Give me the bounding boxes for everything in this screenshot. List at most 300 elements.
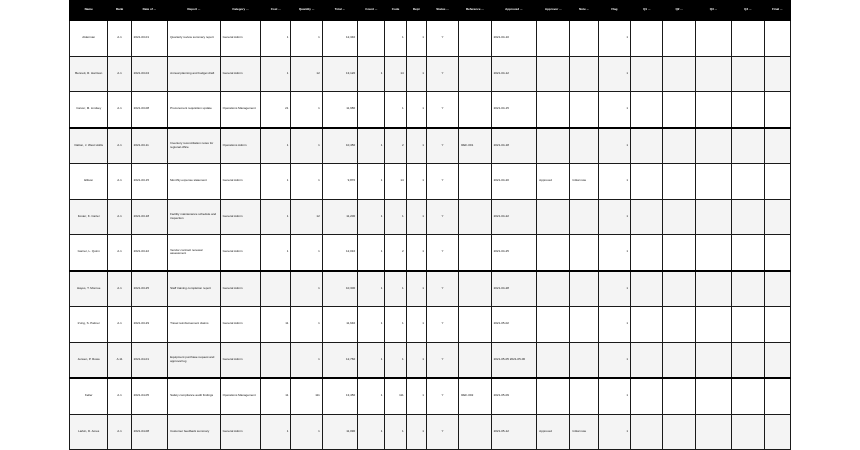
table-cell[interactable]: 1 [358, 342, 385, 378]
table-cell[interactable]: Keller [70, 378, 108, 414]
table-cell[interactable] [695, 307, 731, 343]
table-cell[interactable]: A.1 [108, 414, 131, 450]
table-cell[interactable]: A.1 [108, 20, 131, 56]
table-cell[interactable] [732, 20, 764, 56]
table-cell[interactable]: Y [426, 378, 458, 414]
table-row-larkin[interactable] [70, 414, 791, 450]
column-header[interactable]: Approver ... [537, 1, 570, 21]
table-cell[interactable]: 1 [358, 199, 385, 235]
table-cell[interactable]: 1 [598, 20, 630, 56]
table-cell[interactable]: Y [426, 342, 458, 378]
table-cell[interactable]: 1 [291, 20, 322, 56]
table-cell[interactable] [537, 92, 570, 128]
table-cell[interactable]: 12,340 [322, 20, 357, 56]
table-cell[interactable]: Hayes, T. Monroe [70, 271, 108, 307]
table-cell[interactable]: 1 [291, 414, 322, 450]
table-cell[interactable] [570, 128, 598, 164]
table-cell[interactable] [732, 92, 764, 128]
table-cell[interactable] [732, 378, 764, 414]
table-row-hayes[interactable] [70, 271, 791, 307]
table-cell[interactable]: 1 [261, 20, 291, 56]
table-cell[interactable]: A.1 [108, 307, 131, 343]
table-cell[interactable]: 11,640 [322, 307, 357, 343]
table-cell[interactable] [570, 342, 598, 378]
table-row-bennett[interactable] [70, 56, 791, 92]
table-cell[interactable] [732, 199, 764, 235]
table-cell[interactable] [570, 307, 598, 343]
table-cell[interactable]: 1 [261, 128, 291, 164]
table-cell[interactable] [732, 271, 764, 307]
table-cell[interactable]: Y [426, 92, 458, 128]
table-cell[interactable]: Irving, S. Palmer [70, 307, 108, 343]
table-cell[interactable]: Operations Admin [220, 128, 260, 164]
table-cell[interactable]: Y [426, 307, 458, 343]
table-cell[interactable]: A.1 [108, 164, 131, 200]
table-cell[interactable]: Ellison [70, 164, 108, 200]
column-header[interactable]: Category ... [220, 1, 260, 21]
table-cell[interactable]: 1 [358, 307, 385, 343]
table-cell[interactable] [537, 56, 570, 92]
column-header[interactable]: Status ... [426, 1, 458, 21]
table-cell[interactable]: 13,450 [322, 378, 357, 414]
table-cell[interactable] [732, 164, 764, 200]
table-cell[interactable]: 2 [385, 128, 406, 164]
table-cell[interactable]: 1 [598, 199, 630, 235]
table-row-dalton[interactable] [70, 128, 791, 164]
table-cell[interactable] [570, 199, 598, 235]
table-cell[interactable]: 2021-04-08 [131, 414, 167, 450]
table-cell[interactable] [570, 378, 598, 414]
table-cell[interactable]: 11 [261, 307, 291, 343]
table-cell[interactable] [764, 235, 790, 271]
table-cell[interactable] [764, 92, 790, 128]
table-cell[interactable]: 2021-03-29 [131, 307, 167, 343]
table-cell[interactable]: REF-002 [459, 378, 491, 414]
table-cell[interactable]: 1 [291, 271, 322, 307]
table-cell[interactable] [459, 414, 491, 450]
table-cell[interactable]: 1 [261, 199, 291, 235]
table-cell[interactable] [459, 20, 491, 56]
table-cell[interactable]: 1 [358, 235, 385, 271]
table-cell[interactable]: 2021-04-25 [491, 235, 537, 271]
table-row-ellison[interactable] [70, 164, 791, 200]
table-cell[interactable]: 9,870 [322, 164, 357, 200]
table-cell[interactable] [663, 199, 695, 235]
table-cell[interactable]: 21 [261, 92, 291, 128]
table-cell[interactable]: Bennett, R. Harrison [70, 56, 108, 92]
table-cell[interactable]: 2021-03-15 [131, 164, 167, 200]
column-header[interactable]: Count ... [358, 1, 385, 21]
table-cell[interactable] [764, 414, 790, 450]
data-table [69, 0, 791, 450]
table-cell[interactable] [764, 20, 790, 56]
table-cell[interactable] [663, 235, 695, 271]
table-cell[interactable] [459, 271, 491, 307]
table-cell[interactable] [570, 271, 598, 307]
table-cell[interactable]: Garner, L. Quinn [70, 235, 108, 271]
table-cell[interactable] [695, 378, 731, 414]
table-cell[interactable] [537, 235, 570, 271]
table-cell[interactable]: 1 [598, 56, 630, 92]
table-cell[interactable]: A.11 [108, 342, 131, 378]
table-cell[interactable]: 2021-04-01 [131, 342, 167, 378]
table-cell[interactable]: General Admin [220, 56, 260, 92]
table-cell[interactable] [631, 342, 663, 378]
table-cell[interactable]: 1 [358, 271, 385, 307]
table-cell[interactable]: Initial note [570, 414, 598, 450]
table-cell[interactable]: Equipment purchase request and approval log [168, 342, 221, 378]
table-cell[interactable] [358, 92, 385, 128]
table-cell[interactable]: 2021-04-18 [491, 128, 537, 164]
table-cell[interactable] [695, 414, 731, 450]
table-cell[interactable] [261, 342, 291, 378]
column-header[interactable]: Approved ... [491, 1, 537, 21]
table-cell[interactable]: Operations Management [220, 378, 260, 414]
table-cell[interactable]: A.1 [108, 199, 131, 235]
table-cell[interactable] [537, 20, 570, 56]
table-cell[interactable]: A.1 [108, 378, 131, 414]
column-header[interactable]: Total ... [322, 1, 357, 21]
table-cell[interactable]: Approved [537, 164, 570, 200]
table-cell[interactable] [732, 56, 764, 92]
table-cell[interactable]: 12,010 [322, 235, 357, 271]
table-cell[interactable]: 1 [406, 20, 426, 56]
table-row-carver[interactable] [70, 92, 791, 128]
table-cell[interactable] [459, 307, 491, 343]
table-cell[interactable] [631, 128, 663, 164]
table-cell[interactable] [695, 164, 731, 200]
column-header[interactable]: Date of ... [131, 1, 167, 21]
table-cell[interactable] [764, 378, 790, 414]
table-cell[interactable]: Travel reimbursement claims [168, 307, 221, 343]
table-cell[interactable] [631, 92, 663, 128]
table-cell[interactable] [663, 164, 695, 200]
table-cell[interactable]: 1 [261, 164, 291, 200]
table-row-irving[interactable] [70, 307, 791, 343]
table-cell[interactable]: 1 [291, 128, 322, 164]
table-cell[interactable]: 1 [385, 414, 406, 450]
table-cell[interactable] [663, 20, 695, 56]
table-cell[interactable]: 1 [598, 378, 630, 414]
table-cell[interactable]: 1 [598, 307, 630, 343]
table-cell[interactable]: 1 [598, 235, 630, 271]
table-cell[interactable]: General Admin [220, 307, 260, 343]
table-cell[interactable]: 1 [598, 92, 630, 128]
table-cell[interactable]: Procurement requisition update [168, 92, 221, 128]
table-cell[interactable]: 2021-03-08 [131, 92, 167, 128]
table-cell[interactable]: Inventory reconciliation notes for regional office [168, 128, 221, 164]
table-cell[interactable]: 1 [291, 235, 322, 271]
table-cell[interactable]: 11,090 [322, 414, 357, 450]
table-cell[interactable] [631, 164, 663, 200]
table-cell[interactable]: 1 [598, 164, 630, 200]
table-cell[interactable] [695, 20, 731, 56]
table-cell[interactable]: Y [426, 56, 458, 92]
table-cell[interactable] [537, 199, 570, 235]
table-row-garner[interactable] [70, 235, 791, 271]
table-cell[interactable] [459, 92, 491, 128]
table-cell[interactable]: Operations Management [220, 92, 260, 128]
table-cell[interactable]: 2021-04-10 [491, 20, 537, 56]
table-row-keller[interactable] [70, 378, 791, 414]
table-cell[interactable]: 12 [291, 56, 322, 92]
column-header[interactable]: Final ... [764, 1, 790, 21]
table-cell[interactable]: 2021-05-02 [491, 307, 537, 343]
table-cell[interactable]: 14 [385, 164, 406, 200]
table-cell[interactable]: 2021-05-09 [491, 378, 537, 414]
table-cell[interactable]: 1 [406, 307, 426, 343]
table-cell[interactable]: 1 [291, 307, 322, 343]
table-cell[interactable]: 11,200 [322, 199, 357, 235]
column-header[interactable]: Flag [598, 1, 630, 21]
table-cell[interactable] [459, 342, 491, 378]
table-cell[interactable]: Monthly expense statement [168, 164, 221, 200]
table-cell[interactable]: 2021-04-28 [491, 271, 537, 307]
table-cell[interactable] [570, 20, 598, 56]
table-cell[interactable] [631, 235, 663, 271]
table-cell[interactable]: 1 [598, 342, 630, 378]
table-cell[interactable]: Y [426, 164, 458, 200]
table-cell[interactable]: 1 [406, 56, 426, 92]
table-cell[interactable]: General Admin [220, 342, 260, 378]
table-cell[interactable]: 1 [406, 414, 426, 450]
table-cell[interactable]: 2021-04-22 [491, 199, 537, 235]
table-cell[interactable] [695, 199, 731, 235]
table-cell[interactable]: Safety compliance audit findings [168, 378, 221, 414]
table-cell[interactable]: General Admin [220, 414, 260, 450]
table-cell[interactable] [764, 342, 790, 378]
table-cell[interactable]: Jensen, P. Rowe [70, 342, 108, 378]
table-cell[interactable] [695, 128, 731, 164]
table-cell[interactable]: 1 [358, 378, 385, 414]
table-cell[interactable]: 1 [385, 271, 406, 307]
table-cell[interactable]: 1 [385, 20, 406, 56]
table-cell[interactable]: Approved [537, 414, 570, 450]
table-cell[interactable] [537, 128, 570, 164]
table-cell[interactable]: Quarterly review summary report [168, 20, 221, 56]
table-cell[interactable] [570, 56, 598, 92]
table-cell[interactable] [663, 307, 695, 343]
table-cell[interactable]: Facility maintenance schedule and inspection [168, 199, 221, 235]
table-cell[interactable]: 12 [291, 199, 322, 235]
table-cell[interactable]: Y [426, 20, 458, 56]
table-cell[interactable] [631, 56, 663, 92]
table-cell[interactable]: 2021-04-05 [131, 378, 167, 414]
table-cell[interactable]: 2021-04-20 [491, 164, 537, 200]
table-cell[interactable]: 2021-04-12 [491, 56, 537, 92]
table-cell[interactable] [631, 20, 663, 56]
table-cell[interactable]: 111 [291, 378, 322, 414]
table-cell[interactable] [764, 128, 790, 164]
table-cell[interactable] [764, 56, 790, 92]
table-cell[interactable]: 11 [261, 378, 291, 414]
table-cell[interactable]: 1 [385, 307, 406, 343]
table-cell[interactable] [663, 342, 695, 378]
table-cell[interactable]: Y [426, 235, 458, 271]
table-cell[interactable]: 1 [385, 342, 406, 378]
column-header[interactable]: Q1 ... [631, 1, 663, 21]
table-cell[interactable]: General Admin [220, 164, 260, 200]
table-cell[interactable]: Customer feedback summary [168, 414, 221, 450]
table-cell[interactable] [732, 414, 764, 450]
table-cell[interactable] [261, 271, 291, 307]
table-cell[interactable] [695, 92, 731, 128]
column-header[interactable]: Q2 ... [663, 1, 695, 21]
table-cell[interactable]: Initial note [570, 164, 598, 200]
table-cell[interactable]: 1 [261, 56, 291, 92]
table-cell[interactable]: 1 [406, 378, 426, 414]
table-cell[interactable]: 1 [406, 271, 426, 307]
table-cell[interactable] [459, 164, 491, 200]
column-header[interactable]: Quantity ... [291, 1, 322, 21]
table-cell[interactable]: 1 [358, 56, 385, 92]
table-cell[interactable]: 1 [598, 414, 630, 450]
table-cell[interactable]: 1 [406, 128, 426, 164]
table-cell[interactable]: 12,760 [322, 342, 357, 378]
table-cell[interactable]: A.1 [108, 56, 131, 92]
table-cell[interactable]: 2021-03-04 [131, 56, 167, 92]
table-cell[interactable] [631, 199, 663, 235]
column-header[interactable]: Reference ... [459, 1, 491, 21]
table-cell[interactable]: Alderman [70, 20, 108, 56]
table-cell[interactable] [764, 307, 790, 343]
table-cell[interactable]: 1 [291, 164, 322, 200]
column-header[interactable]: Name [70, 1, 108, 21]
column-header[interactable]: Report ... [168, 1, 221, 21]
table-row-foster[interactable] [70, 199, 791, 235]
table-cell[interactable]: Vendor contract renewal assessment [168, 235, 221, 271]
column-header[interactable]: Q4 ... [732, 1, 764, 21]
table-cell[interactable]: General Admin [220, 20, 260, 56]
column-header[interactable]: Cost ... [261, 1, 291, 21]
table-cell[interactable]: 1 [385, 199, 406, 235]
table-cell[interactable]: A.1 [108, 271, 131, 307]
table-cell[interactable]: Staff training completion report [168, 271, 221, 307]
table-cell[interactable]: Larkin, D. Ames [70, 414, 108, 450]
table-cell[interactable] [663, 378, 695, 414]
table-cell[interactable]: 1 [406, 235, 426, 271]
table-cell[interactable]: General Admin [220, 271, 260, 307]
table-cell[interactable] [695, 56, 731, 92]
table-cell[interactable]: Y [426, 128, 458, 164]
table-cell[interactable]: General Admin [220, 235, 260, 271]
table-cell[interactable] [459, 199, 491, 235]
table-cell[interactable]: 2021-03-11 [131, 128, 167, 164]
table-cell[interactable]: Y [426, 271, 458, 307]
table-cell[interactable]: REF-001 [459, 128, 491, 164]
table-cell[interactable]: 1 [598, 128, 630, 164]
table-cell[interactable]: 1 [358, 128, 385, 164]
column-header[interactable]: Q3 ... [695, 1, 731, 21]
table-cell[interactable] [663, 414, 695, 450]
table-cell[interactable] [631, 378, 663, 414]
table-cell[interactable] [570, 92, 598, 128]
table-cell[interactable]: General Admin [220, 199, 260, 235]
table-cell[interactable]: 2021-03-01 [131, 20, 167, 56]
table-cell[interactable]: Y [426, 199, 458, 235]
table-cell[interactable] [459, 235, 491, 271]
table-cell[interactable] [695, 342, 731, 378]
table-cell[interactable] [764, 271, 790, 307]
table-cell[interactable]: Dalton, J. West Hollis [70, 128, 108, 164]
table-cell[interactable] [570, 235, 598, 271]
table-cell[interactable]: 2021-03-22 [131, 235, 167, 271]
column-header[interactable]: Note ... [570, 1, 598, 21]
table-cell[interactable]: 1 [358, 164, 385, 200]
table-cell[interactable] [764, 164, 790, 200]
table-cell[interactable]: 111 [385, 378, 406, 414]
table-cell[interactable] [663, 128, 695, 164]
table-cell[interactable]: A.1 [108, 128, 131, 164]
table-cell[interactable]: 2021-03-18 [131, 199, 167, 235]
column-header[interactable]: Code [385, 1, 406, 21]
table-cell[interactable]: 1 [406, 342, 426, 378]
table-cell[interactable] [631, 271, 663, 307]
table-cell[interactable]: 1 [406, 199, 426, 235]
table-cell[interactable] [537, 307, 570, 343]
table-cell[interactable] [732, 307, 764, 343]
table-cell[interactable]: 10,450 [322, 128, 357, 164]
table-cell[interactable]: 1 [358, 414, 385, 450]
table-cell[interactable] [732, 342, 764, 378]
table-cell[interactable] [695, 271, 731, 307]
table-cell[interactable]: 11,980 [322, 92, 357, 128]
table-cell[interactable] [631, 414, 663, 450]
table-cell[interactable] [732, 235, 764, 271]
table-cell[interactable]: 1 [261, 235, 291, 271]
table-cell[interactable]: Foster, K. Carter [70, 199, 108, 235]
table-cell[interactable] [537, 271, 570, 307]
table-row-alderman[interactable] [70, 20, 791, 56]
table-cell[interactable]: 1 [261, 414, 291, 450]
table-cell[interactable]: 13,120 [322, 56, 357, 92]
table-cell[interactable] [631, 307, 663, 343]
table-cell[interactable]: 1 [598, 271, 630, 307]
table-row-jensen[interactable] [70, 342, 791, 378]
table-cell[interactable]: 2021-03-25 [131, 271, 167, 307]
table-cell[interactable]: Annual planning and budget draft [168, 56, 221, 92]
table-cell[interactable] [663, 92, 695, 128]
table-cell[interactable] [358, 20, 385, 56]
table-cell[interactable] [663, 271, 695, 307]
table-cell[interactable]: 2021-05-05 2021-05-06 [491, 342, 537, 378]
table-cell[interactable] [732, 128, 764, 164]
table-cell[interactable]: A.1 [108, 92, 131, 128]
table-cell[interactable]: 2021-04-15 [491, 92, 537, 128]
table-cell[interactable]: Y [426, 414, 458, 450]
table-cell[interactable]: 1 [291, 342, 322, 378]
column-header[interactable]: Rank [108, 1, 131, 21]
table-cell[interactable] [695, 235, 731, 271]
table-cell[interactable] [459, 56, 491, 92]
table-cell[interactable]: Carver, M. Lindsey [70, 92, 108, 128]
table-cell[interactable]: 10,300 [322, 271, 357, 307]
table-cell[interactable] [764, 199, 790, 235]
table-cell[interactable]: 1 [291, 92, 322, 128]
table-cell[interactable]: 2 [385, 235, 406, 271]
table-cell[interactable] [537, 378, 570, 414]
column-header[interactable]: Dept [406, 1, 426, 21]
table-cell[interactable]: 1 [406, 92, 426, 128]
table-cell[interactable]: A.1 [108, 235, 131, 271]
header-row [70, 1, 791, 21]
table-cell[interactable] [663, 56, 695, 92]
table-cell[interactable]: 1 [406, 164, 426, 200]
table-cell[interactable]: 2021-05-12 [491, 414, 537, 450]
table-cell[interactable]: 1 [385, 92, 406, 128]
table-cell[interactable]: 14 [385, 56, 406, 92]
table-cell[interactable] [537, 342, 570, 378]
